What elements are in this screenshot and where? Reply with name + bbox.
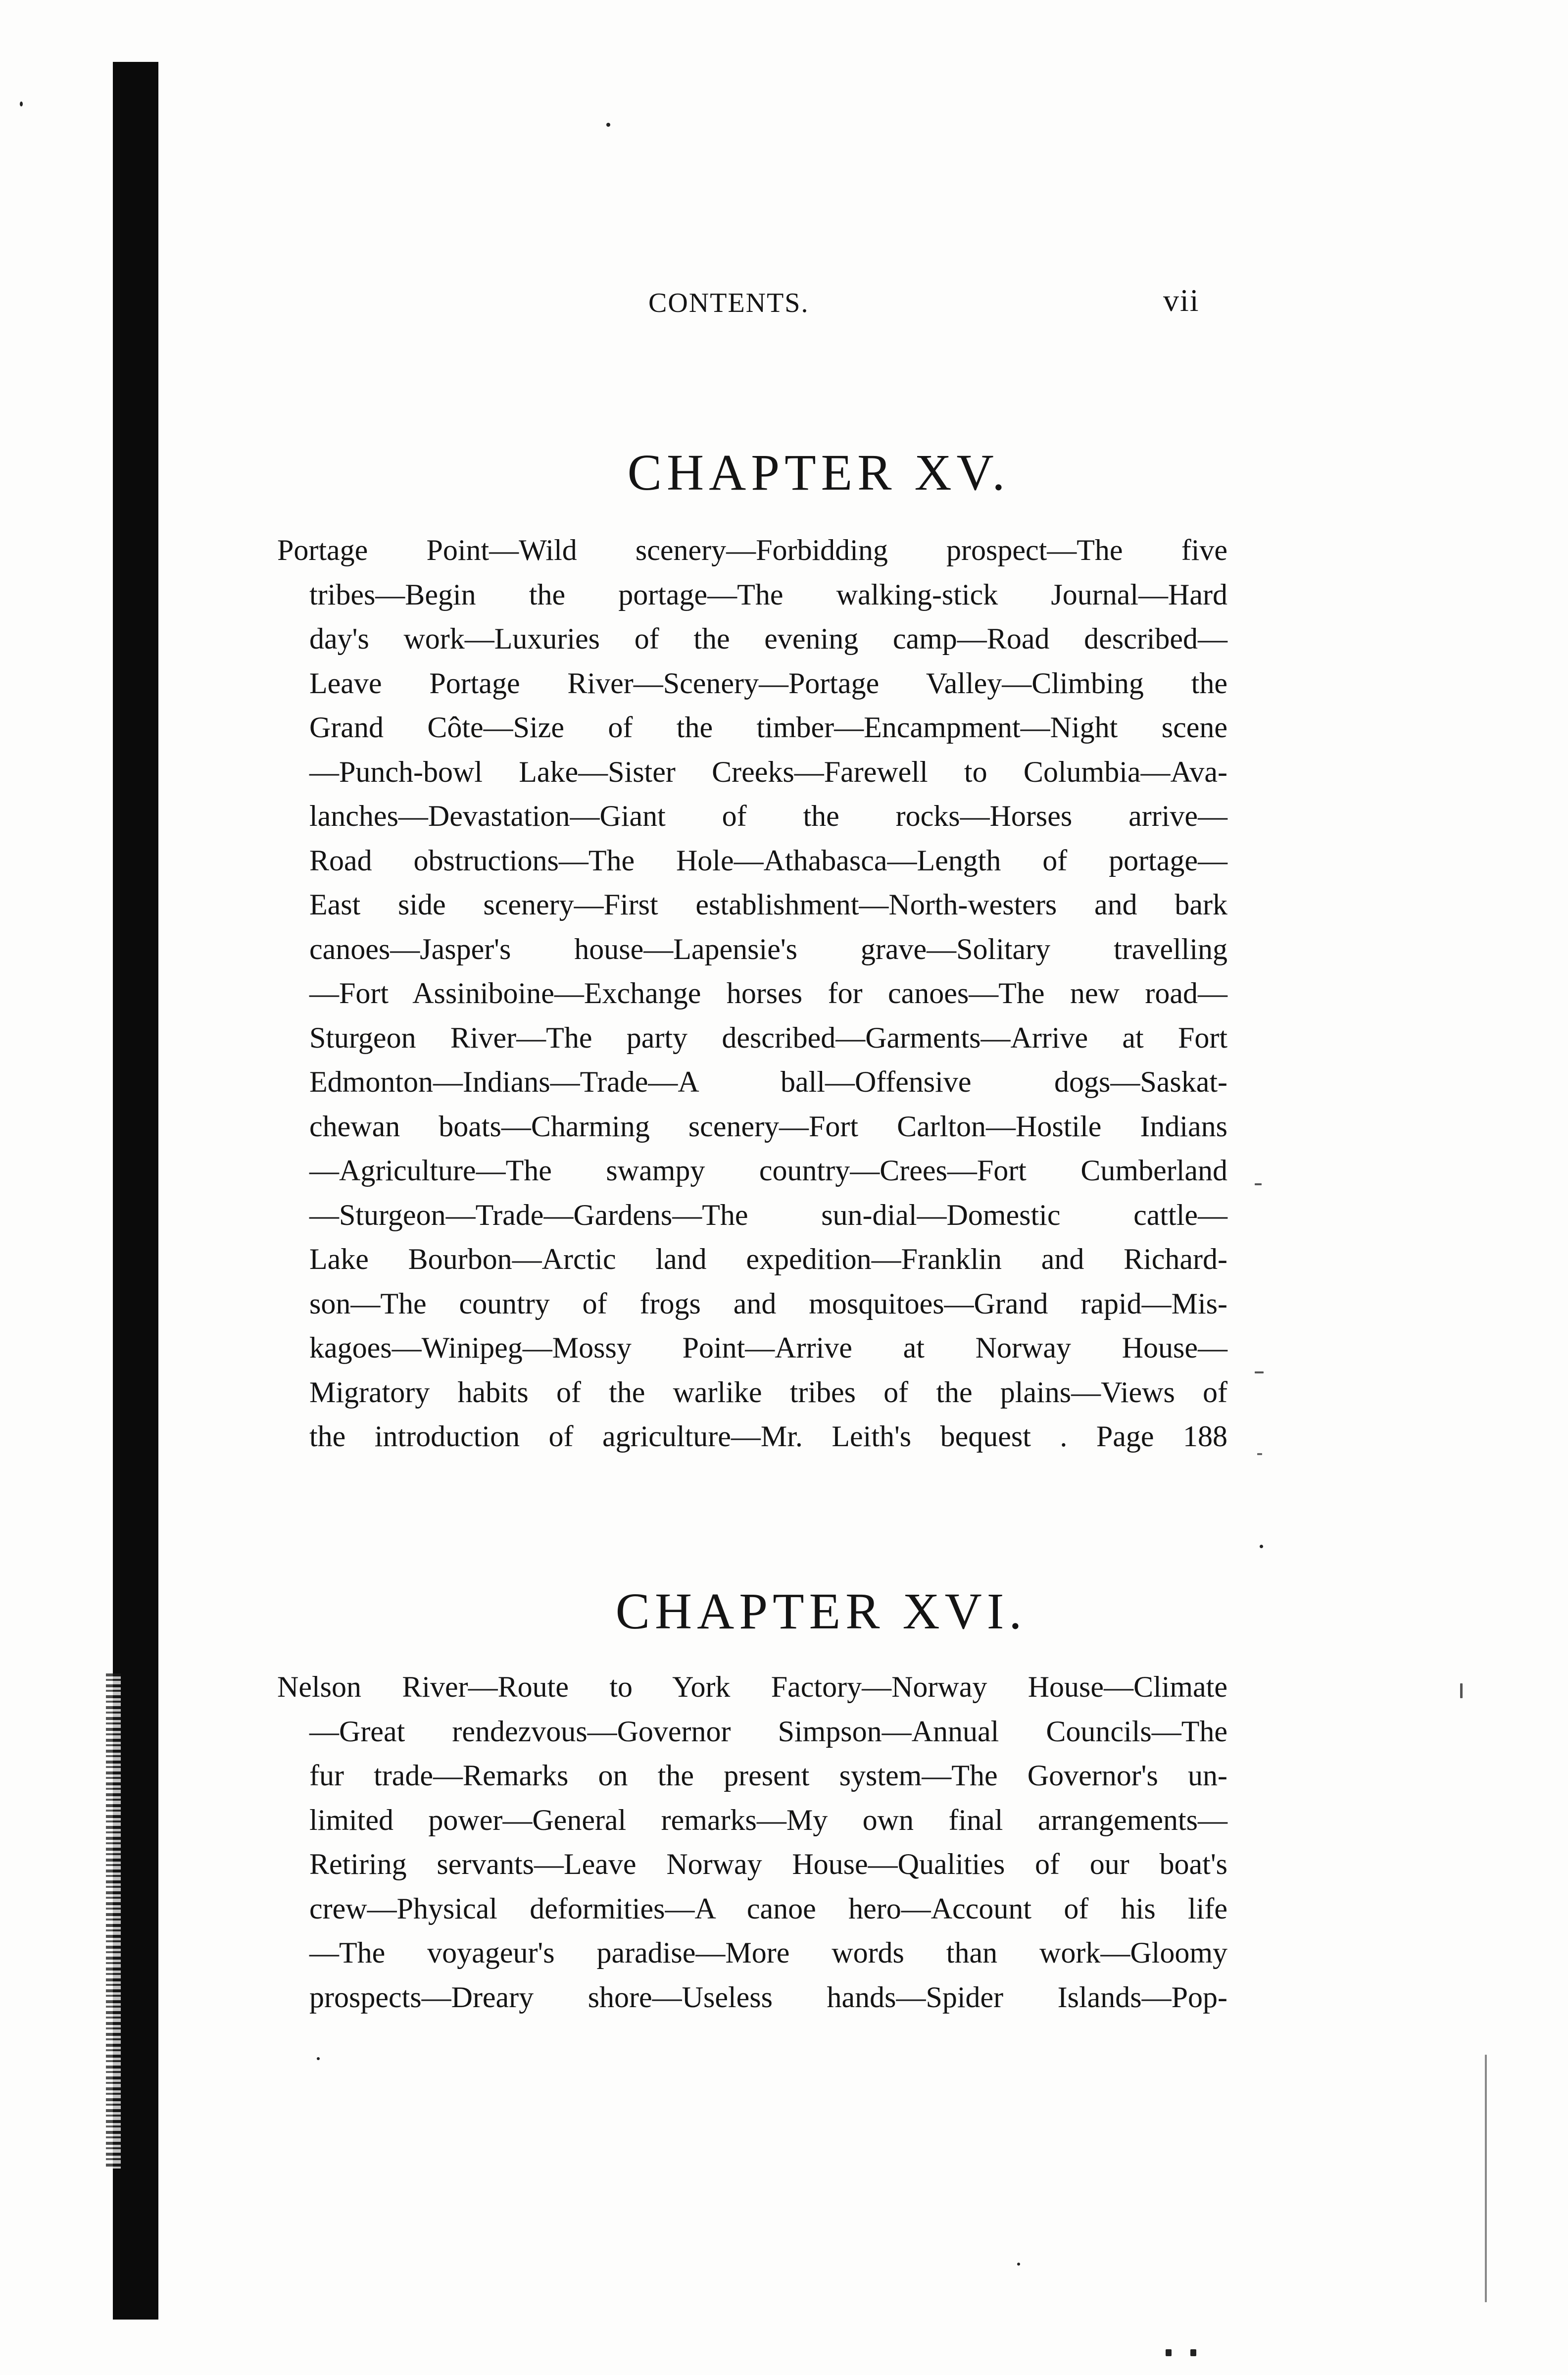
- page-number: vii: [1163, 283, 1200, 318]
- summary-line: Leave Portage River—Scenery—Portage Valley—Climbing the: [309, 666, 1227, 700]
- summary-line: tribes—Begin the portage—The walking-stick Journal—Hard: [309, 578, 1227, 611]
- summary-line: —Sturgeon—Trade—Gardens—The sun-dial—Domestic cattle—: [309, 1198, 1227, 1231]
- summary-line: prospects—Dreary shore—Useless hands—Spider Islands—Pop-: [309, 1980, 1227, 2014]
- summary-line: Lake Bourbon—Arctic land expedition—Franklin and Richard-: [309, 1243, 1227, 1275]
- chapter-xvi-summary: [277, 1665, 1227, 2020]
- summary-line: —Punch-bowl Lake—Sister Creeks—Farewell to Columbia—Ava-: [309, 755, 1227, 788]
- chapter-heading-xvi: CHAPTER XVI.: [615, 1583, 1027, 1640]
- spine-edge-texture: [106, 1673, 121, 2169]
- summary-line: Migratory habits of the warlike tribes of the plains—Views of: [309, 1375, 1227, 1409]
- summary-line: Edmonton—Indians—Trade—A ball—Offensive dogs—Saskat-: [309, 1065, 1227, 1098]
- summary-line: —Great rendezvous—Governor Simpson—Annual Councils—The: [309, 1715, 1227, 1748]
- summary-line: —The voyageur's paradise—More words than work—Gloomy: [309, 1936, 1227, 1969]
- chapter-heading-xv: CHAPTER XV.: [627, 444, 1010, 501]
- summary-line: limited power—General remarks—My own final arrangements—: [309, 1803, 1227, 1836]
- running-head-title: CONTENTS.: [648, 288, 809, 318]
- summary-line: fur trade—Remarks on the present system—The Governor's un-: [309, 1759, 1227, 1792]
- summary-line-with-page-ref: the introduction of agriculture—Mr. Leith's bequest . Page 188: [309, 1420, 1227, 1453]
- summary-line: Portage Point—Wild scenery—Forbidding prospect—The five: [277, 534, 1227, 566]
- chapter-xv-summary: [277, 528, 1227, 1459]
- summary-line: day's work—Luxuries of the evening camp—Road described—: [309, 622, 1227, 655]
- summary-line: canoes—Jasper's house—Lapensie's grave—Solitary travelling: [309, 932, 1227, 965]
- summary-line: son—The country of frogs and mosquitoes—Grand rapid—Mis-: [309, 1287, 1227, 1320]
- summary-line: Sturgeon River—The party described—Garments—Arrive at Fort: [309, 1021, 1227, 1054]
- summary-line: Nelson River—Route to York Factory—Norway House—Climate: [277, 1670, 1227, 1703]
- summary-line: —Agriculture—The swampy country—Crees—Fort Cumberland: [309, 1154, 1227, 1187]
- summary-line: lanches—Devastation—Giant of the rocks—Horses arrive—: [309, 800, 1227, 832]
- summary-line: crew—Physical deformities—A canoe hero—Account of his life: [309, 1892, 1227, 1925]
- summary-line: Road obstructions—The Hole—Athabasca—Length of portage—: [309, 844, 1227, 877]
- summary-line: kagoes—Winipeg—Mossy Point—Arrive at Norway House—: [309, 1331, 1227, 1364]
- summary-line: Retiring servants—Leave Norway House—Qualities of our boat's: [309, 1848, 1227, 1880]
- summary-line: East side scenery—First establishment—North-westers and bark: [309, 888, 1227, 921]
- summary-line: —Fort Assiniboine—Exchange horses for canoes—The new road—: [309, 977, 1227, 1010]
- summary-line: Grand Côte—Size of the timber—Encampment—Night scene: [309, 711, 1227, 744]
- summary-line: chewan boats—Charming scenery—Fort Carlton—Hostile Indians: [309, 1110, 1227, 1143]
